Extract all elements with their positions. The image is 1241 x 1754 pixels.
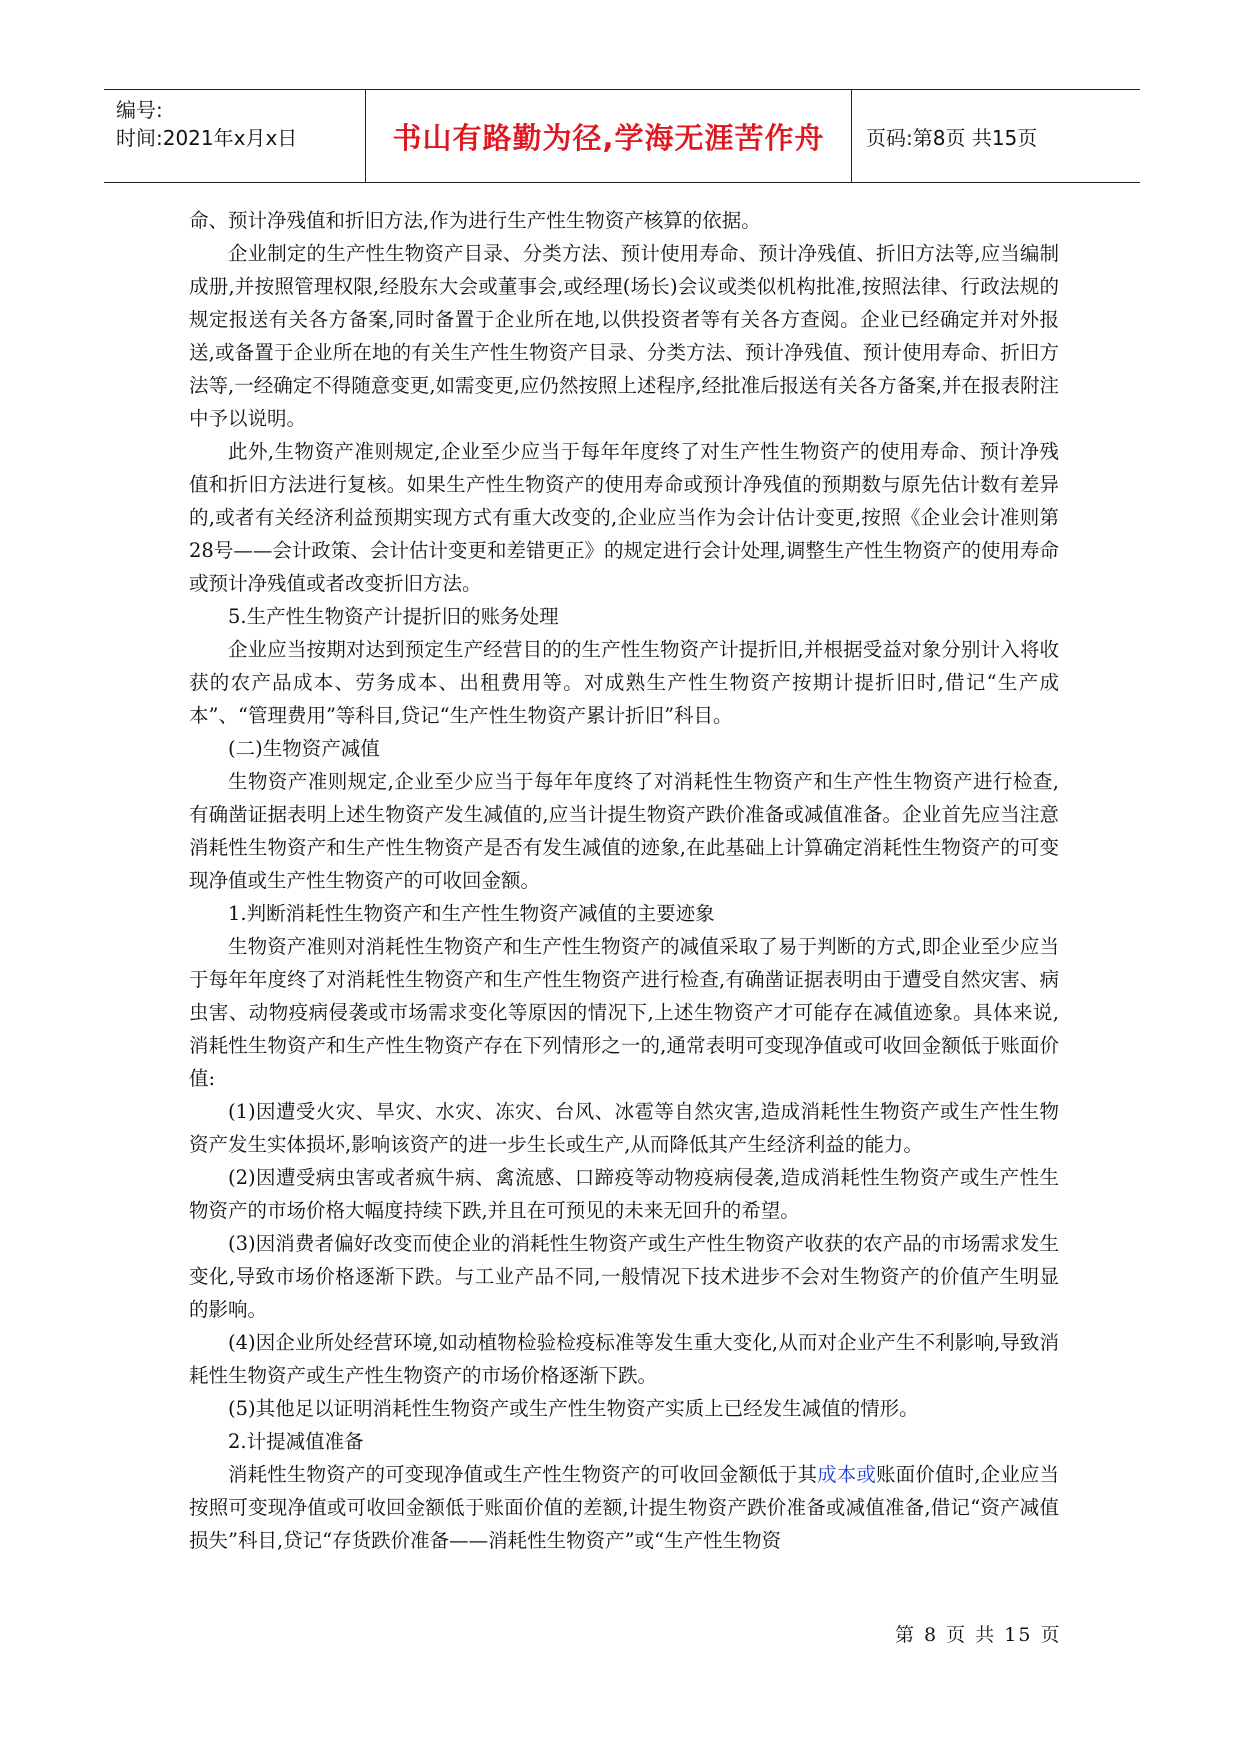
paragraph-with-link (189, 1458, 1059, 1557)
section-heading: 1.判断消耗性生物资产和生产性生物资产减值的主要迹象 (228, 902, 715, 925)
paragraph: 生物资产准则规定,企业至少应当于每年年度终了对消耗性生物资产和生产性生物资产进行检查,有确凿证据表明上述生物资产发生减值的,应当计提生物资产跌价准备或减值准备。企业首先应当注意消耗性生物资产和生产性生物资产是否有发生减值的迹象,在此基础上计算确定消耗性生物资产的可变现净值或生产性生物资产的可收回金额。 (189, 770, 1059, 892)
header-meta (104, 90, 366, 182)
time-label: 时间:2021年x月x日 (116, 126, 298, 150)
section-heading: 5.生产性生物资产计提折旧的账务处理 (228, 605, 559, 628)
paragraph: 企业制定的生产性生物资产目录、分类方法、预计使用寿命、预计净残值、折旧方法等,应当编制成册,并按照管理权限,经股东大会或董事会,或经理(场长)会议或类似机构批准,按照法律、行政法规的规定报送有关各方备案,同时备置于企业所在地,以供投资者等有关各方查阅。企业已经确定并对外报送,或备置于企业所在地的有关生产性生物资产目录、分类方法、预计净残值、预计使用寿命、折旧方法等,一经确定不得随意变更,如需变更,应仍然按照上述程序,经批准后报送有关各方备案,并在报表附注中予以说明。 (189, 242, 1059, 430)
list-item: (5)其他足以证明消耗性生物资产或生产性生物资产实质上已经发生减值的情形。 (228, 1397, 919, 1420)
list-item: (3)因消费者偏好改变而使企业的消耗性生物资产或生产性生物资产收获的农产品的市场需求发生变化,导致市场价格逐渐下跌。与工业产品不同,一般情况下技术进步不会对生物资产的价值产生明显的影响。 (189, 1232, 1059, 1321)
page-footer: 第 8 页 共 15 页 (895, 1624, 1062, 1646)
paragraph-text-before: 消耗性生物资产的可变现净值或生产性生物资产的可收回金额低于其 (228, 1463, 818, 1486)
document-body (189, 204, 1059, 1557)
paragraph: 命、预计净残值和折旧方法,作为进行生产性生物资产核算的依据。 (189, 209, 761, 232)
paragraph: 生物资产准则对消耗性生物资产和生产性生物资产的减值采取了易于判断的方式,即企业至少应当于每年年度终了对消耗性生物资产和生产性生物资产进行检查,有确凿证据表明由于遭受自然灾害、病虫害、动物疫病侵袭或市场需求变化等原因的情况下,上述生物资产才可能存在减值迹象。具体来说,消耗性生物资产和生产性生物资产存在下列情形之一的,通常表明可变现净值或可收回金额低于账面价值: (189, 935, 1059, 1090)
list-item: (1)因遭受火灾、旱灾、水灾、冻灾、台风、冰雹等自然灾害,造成消耗性生物资产或生产性生物资产发生实体损坏,影响该资产的进一步生长或生产,从而降低其产生经济利益的能力。 (189, 1100, 1059, 1156)
paragraph: 企业应当按期对达到预定生产经营目的的生产性生物资产计提折旧,并根据受益对象分别计入将收获的农产品成本、劳务成本、出租费用等。对成熟生产性生物资产按期计提折旧时,借记“生产成本”、“管理费用”等科目,贷记“生产性生物资产累计折旧”科目。 (189, 638, 1059, 727)
header-page-label: 页码:第8页 共15页 (866, 125, 1038, 150)
document-header (104, 89, 1140, 183)
section-heading: 2.计提减值准备 (228, 1430, 364, 1453)
list-item: (4)因企业所处经营环境,如动植物检验检疫标准等发生重大变化,从而对企业产生不利影响,导致消耗性生物资产或生产性生物资产的市场价格逐渐下跌。 (189, 1331, 1059, 1387)
list-item: (2)因遭受病虫害或者疯牛病、禽流感、口蹄疫等动物疫病侵袭,造成消耗性生物资产或生产性生物资产的市场价格大幅度持续下跌,并且在可预见的未来无回升的希望。 (189, 1166, 1059, 1222)
number-label: 编号: (116, 98, 163, 122)
header-motto: 书山有路勤为径,学海无涯苦作舟 (366, 90, 852, 182)
paragraph-text-after: 账面价值时,企业应当按照可变现净值或可收回金额低于账面价值的差额,计提生物资产跌价准备或减值准备,借记“资产减值损失”科目,贷记“存货跌价准备——消耗性生物资产”或“生产性生物资 (189, 1463, 1059, 1552)
cost-link[interactable]: 成本或 (817, 1463, 877, 1486)
section-heading: (二)生物资产减值 (228, 737, 380, 760)
paragraph: 此外,生物资产准则规定,企业至少应当于每年年度终了对生产性生物资产的使用寿命、预计净残值和折旧方法进行复核。如果生产性生物资产的使用寿命或预计净残值的预期数与原先估计数有差异的,或者有关经济利益预期实现方式有重大改变的,企业应当作为会计估计变更,按照《企业会计准则第28号——会计政策、会计估计变更和差错更正》的规定进行会计处理,调整生产性生物资产的使用寿命或预计净残值或者改变折旧方法。 (189, 440, 1059, 595)
